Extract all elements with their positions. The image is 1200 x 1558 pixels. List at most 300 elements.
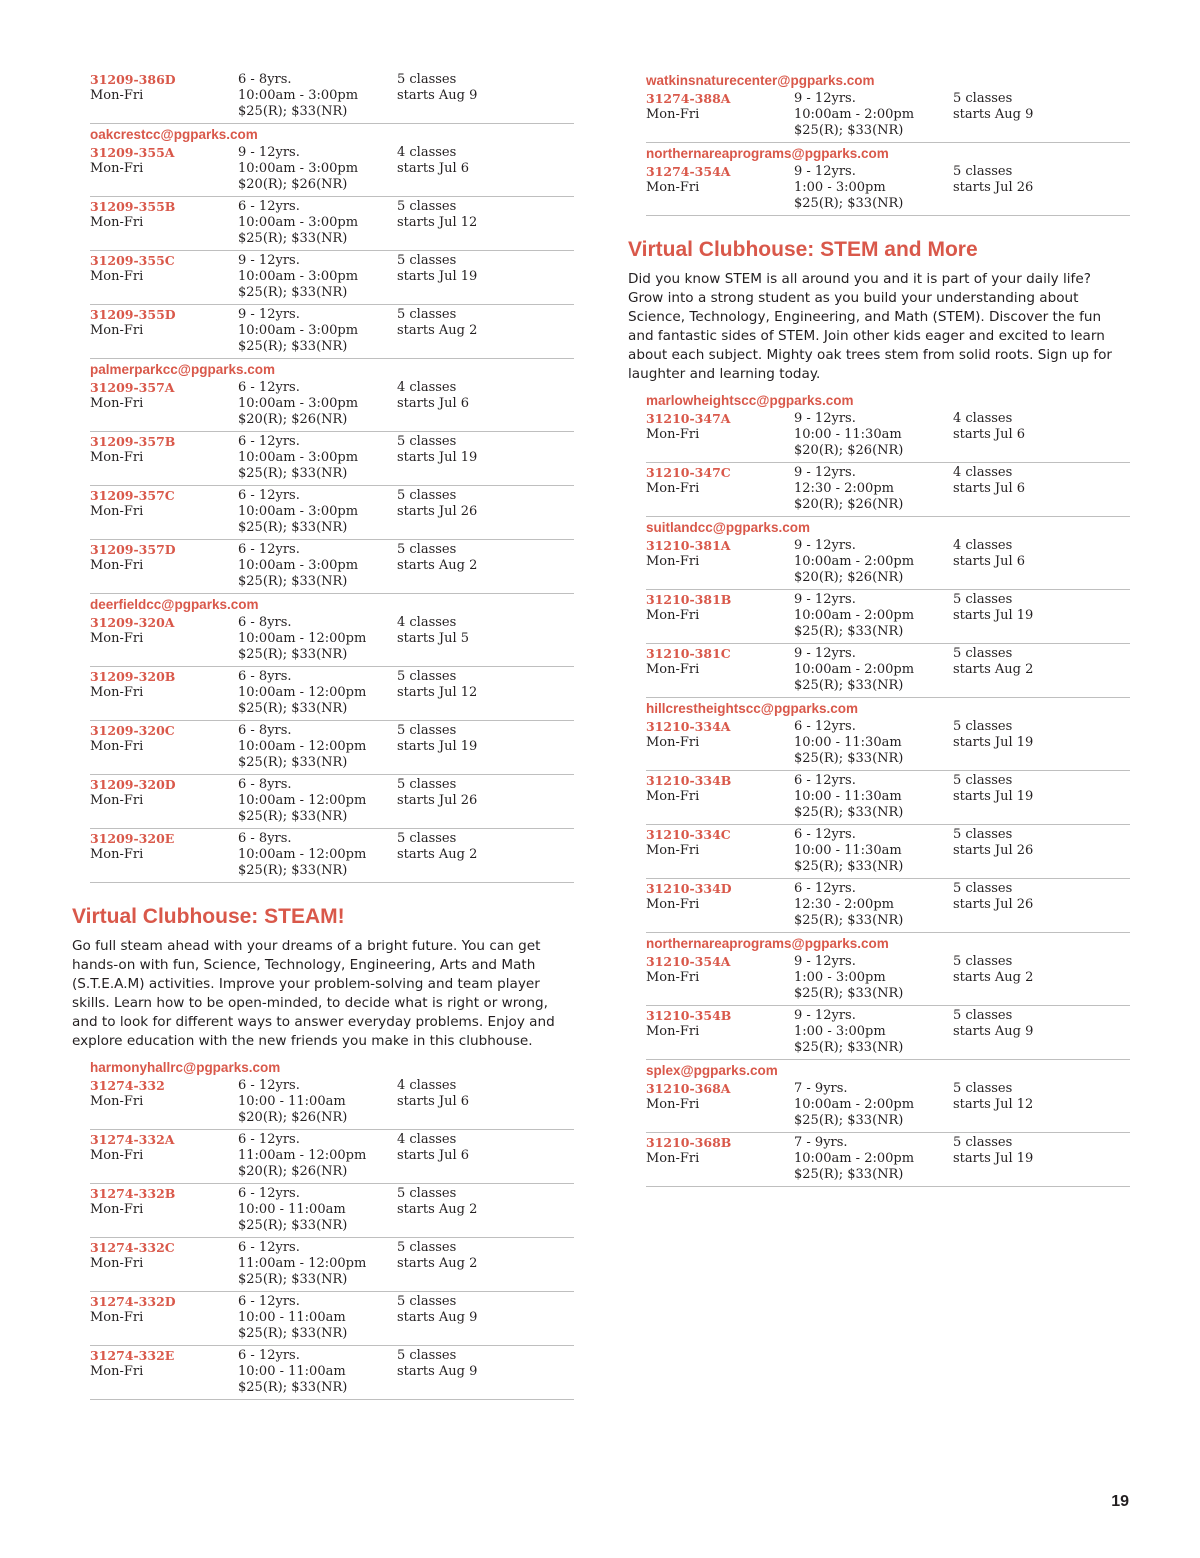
days: Mon-Fri [90,504,144,519]
code-cell [646,881,794,929]
fee: $25(R); $33(NR) [238,1218,348,1233]
days: Mon-Fri [90,88,144,103]
days: Mon-Fri [90,1202,144,1217]
ages: 9 - 12yrs. [238,253,300,268]
days: Mon-Fri [90,558,144,573]
schedule-cell [953,954,1130,1002]
time: 1:00 - 3:00pm [794,180,886,195]
fee: $25(R); $33(NR) [794,624,904,639]
table-row [646,536,1130,590]
fee: $25(R); $33(NR) [238,520,348,535]
course-code: 31210-347C [646,465,731,480]
class-count: 5 classes [397,1294,457,1309]
code-cell [90,307,238,355]
time: 1:00 - 3:00pm [794,1024,886,1039]
location-email: deerfieldcc@pgparks.com [90,597,259,612]
details-cell [238,669,397,717]
ages: 6 - 12yrs. [794,719,856,734]
start-date: starts Aug 9 [953,107,1034,122]
days: Mon-Fri [646,1151,700,1166]
fee: $25(R); $33(NR) [794,859,904,874]
days: Mon-Fri [646,662,700,677]
start-date: starts Jul 19 [397,269,478,284]
ages: 9 - 12yrs. [794,646,856,661]
ages: 9 - 12yrs. [238,307,300,322]
code-cell [90,1240,238,1288]
table-row [90,613,574,667]
table-row [90,305,574,359]
class-count: 5 classes [953,1081,1013,1096]
fee: $20(R); $26(NR) [794,443,904,458]
class-count: 4 classes [953,538,1013,553]
ages: 9 - 12yrs. [794,465,856,480]
ages: 7 - 9yrs. [794,1081,848,1096]
table-row [90,143,574,197]
schedule-cell [397,542,574,590]
location-email: palmerparkcc@pgparks.com [90,362,275,377]
details-cell [238,723,397,771]
class-count: 5 classes [953,164,1013,179]
code-cell [90,145,238,193]
time: 10:00 - 11:00am [238,1364,346,1379]
class-count: 5 classes [397,72,457,87]
class-count: 5 classes [397,307,457,322]
details-cell [794,1081,953,1129]
code-cell [646,773,794,821]
course-code: 31209-357C [90,488,175,503]
class-count: 5 classes [953,1008,1013,1023]
start-date: starts Aug 2 [397,323,478,338]
table-row [646,1006,1130,1060]
details-cell [238,1348,397,1396]
class-count: 5 classes [397,1186,457,1201]
schedule-cell [397,1078,574,1126]
code-cell [90,669,238,717]
time: 10:00am - 2:00pm [794,1151,915,1166]
time: 10:00am - 3:00pm [238,504,359,519]
course-code: 31210-334D [646,881,732,896]
details-cell [794,411,953,459]
location-email: hillcrestheightscc@pgparks.com [646,701,858,716]
fee: $20(R); $26(NR) [794,570,904,585]
code-cell [90,542,238,590]
details-cell [238,542,397,590]
section-description: Did you know STEM is all around you and it is part of your daily life? Grow into a strong student as you build your understanding about Science, Technology, Engineering, and Math (STEM). Discover the fun and fantastic sides of STEM. Join other kids eager and excited to learn about each subject. Mighty oak trees stem from solid roots. Sign up for laughter and learning today. [628,271,1112,382]
schedule-cell [397,669,574,717]
course-code: 31210-334B [646,773,732,788]
fee: $25(R); $33(NR) [794,678,904,693]
start-date: starts Jul 6 [397,396,470,411]
days: Mon-Fri [90,685,144,700]
class-count: 5 classes [953,773,1013,788]
start-date: starts Aug 9 [953,1024,1034,1039]
table-row [646,825,1130,879]
table-row [90,667,574,721]
class-count: 5 classes [397,1240,457,1255]
days: Mon-Fri [646,608,700,623]
table-row [646,1133,1130,1187]
fee: $25(R); $33(NR) [794,1113,904,1128]
class-count: 5 classes [397,831,457,846]
time: 10:00am - 3:00pm [238,215,359,230]
schedule-cell [953,164,1130,212]
schedule-cell [397,723,574,771]
class-count: 5 classes [397,542,457,557]
start-date: starts Aug 2 [953,662,1034,677]
details-cell [794,91,953,139]
right-column [628,70,1130,1187]
course-code: 31274-354A [646,164,731,179]
schedule-cell [953,881,1130,929]
course-code: 31274-332B [90,1186,176,1201]
days: Mon-Fri [646,843,700,858]
schedule-cell [397,1240,574,1288]
schedule-cell [953,538,1130,586]
time: 10:00am - 2:00pm [794,662,915,677]
ages: 6 - 12yrs. [238,1348,300,1363]
code-cell [646,465,794,513]
start-date: starts Aug 2 [397,1202,478,1217]
days: Mon-Fri [646,735,700,750]
days: Mon-Fri [646,1024,700,1039]
location-email: oakcrestcc@pgparks.com [90,127,258,142]
start-date: starts Jul 26 [397,793,478,808]
schedule-cell [953,465,1130,513]
fee: $25(R); $33(NR) [238,574,348,589]
fee: $25(R); $33(NR) [794,1167,904,1182]
time: 11:00am - 12:00pm [238,1256,367,1271]
schedule-cell [397,1132,574,1180]
schedule-cell [397,199,574,247]
location-email: harmonyhallrc@pgparks.com [90,1060,281,1075]
time: 10:00 - 11:30am [794,789,902,804]
schedule-cell [397,434,574,482]
code-cell [646,1008,794,1056]
ages: 6 - 12yrs. [238,1078,300,1093]
start-date: starts Jul 19 [953,735,1034,750]
fee: $25(R); $33(NR) [794,1040,904,1055]
start-date: starts Jul 19 [953,789,1034,804]
days: Mon-Fri [646,481,700,496]
code-cell [90,1078,238,1126]
table-row [90,1238,574,1292]
days: Mon-Fri [90,847,144,862]
ages: 9 - 12yrs. [794,164,856,179]
schedule-cell [397,831,574,879]
start-date: starts Jul 26 [953,843,1034,858]
code-cell [646,827,794,875]
start-date: starts Jul 26 [397,504,478,519]
details-cell [794,538,953,586]
days: Mon-Fri [90,1364,144,1379]
details-cell [238,1078,397,1126]
class-count: 5 classes [397,723,457,738]
code-cell [646,646,794,694]
fee: $25(R); $33(NR) [238,755,348,770]
class-count: 5 classes [397,488,457,503]
ages: 6 - 12yrs. [238,1294,300,1309]
code-cell [90,777,238,825]
details-cell [794,646,953,694]
schedule-cell [397,488,574,536]
schedule-cell [397,72,574,120]
schedule-cell [953,646,1130,694]
code-cell [646,164,794,212]
time: 10:00am - 3:00pm [238,161,359,176]
course-code: 31274-388A [646,91,731,106]
table-row [646,590,1130,644]
details-cell [238,615,397,663]
schedule-cell [397,777,574,825]
ages: 9 - 12yrs. [794,91,856,106]
start-date: starts Aug 2 [397,1256,478,1271]
start-date: starts Jul 6 [953,427,1026,442]
table-row [90,721,574,775]
details-cell [794,1135,953,1183]
schedule-cell [953,1081,1130,1129]
time: 1:00 - 3:00pm [794,970,886,985]
code-cell [90,723,238,771]
class-count: 4 classes [397,380,457,395]
schedule-cell [953,773,1130,821]
course-code: 31210-354A [646,954,731,969]
schedule-cell [953,91,1130,139]
course-code: 31210-334A [646,719,731,734]
details-cell [794,954,953,1002]
code-cell [90,615,238,663]
course-code: 31209-386D [90,72,176,87]
time: 10:00 - 11:00am [238,1310,346,1325]
class-count: 5 classes [397,777,457,792]
section-description: Go full steam ahead with your dreams of a bright future. You can get hands-on with fun, Science, Technology, Engineering, Arts and Math (S.T.E.A.M) activities. Improve your problem-solving and team player skills. Learn how to be open-minded, to decide what is right or wrong, and to look for different ways to answer everyday problems. Enjoy and explore education with the new friends you make in this clubhouse. [72,938,555,1049]
course-code: 31209-355D [90,307,176,322]
start-date: starts Jul 19 [953,608,1034,623]
ages: 6 - 12yrs. [238,199,300,214]
details-cell [238,72,397,120]
days: Mon-Fri [646,554,700,569]
start-date: starts Jul 12 [397,685,478,700]
details-cell [238,831,397,879]
course-code: 31209-355B [90,199,176,214]
location-email: suitlandcc@pgparks.com [646,520,810,535]
course-code: 31209-320A [90,615,175,630]
table-row [90,1184,574,1238]
class-count: 5 classes [953,91,1013,106]
table-row [90,540,574,594]
days: Mon-Fri [90,1094,144,1109]
table-row [90,1076,574,1130]
ages: 6 - 12yrs. [238,434,300,449]
start-date: starts Jul 19 [397,739,478,754]
location-email: watkinsnaturecenter@pgparks.com [646,73,875,88]
code-cell [90,831,238,879]
start-date: starts Jul 6 [953,554,1026,569]
ages: 6 - 8yrs. [238,615,292,630]
course-code: 31209-357A [90,380,175,395]
schedule-cell [397,1186,574,1234]
start-date: starts Aug 9 [397,1310,478,1325]
ages: 6 - 8yrs. [238,831,292,846]
page-number: 19 [1111,1493,1129,1510]
fee: $25(R); $33(NR) [794,805,904,820]
fee: $25(R); $33(NR) [238,339,348,354]
start-date: starts Jul 6 [397,1148,470,1163]
course-code: 31209-355A [90,145,175,160]
time: 10:00am - 2:00pm [794,608,915,623]
time: 10:00 - 11:30am [794,843,902,858]
table-row [90,486,574,540]
start-date: starts Jul 19 [397,450,478,465]
class-count: 5 classes [953,881,1013,896]
table-row [646,879,1130,933]
days: Mon-Fri [90,323,144,338]
table-row [90,378,574,432]
fee: $25(R); $33(NR) [238,231,348,246]
start-date: starts Aug 9 [397,88,478,103]
ages: 6 - 8yrs. [238,777,292,792]
schedule-cell [953,1008,1130,1056]
time: 10:00am - 2:00pm [794,107,915,122]
class-count: 4 classes [397,145,457,160]
details-cell [238,145,397,193]
fee: $25(R); $33(NR) [794,196,904,211]
course-code: 31210-381C [646,646,731,661]
fee: $25(R); $33(NR) [238,701,348,716]
ages: 9 - 12yrs. [238,145,300,160]
details-cell [238,307,397,355]
days: Mon-Fri [90,1148,144,1163]
schedule-cell [397,145,574,193]
code-cell [646,954,794,1002]
days: Mon-Fri [646,180,700,195]
details-cell [238,1186,397,1234]
fee: $20(R); $26(NR) [794,497,904,512]
time: 10:00 - 11:30am [794,735,902,750]
code-cell [90,434,238,482]
location-email: northernareaprograms@pgparks.com [646,936,889,951]
details-cell [794,827,953,875]
time: 10:00am - 12:00pm [238,739,367,754]
start-date: starts Aug 2 [397,558,478,573]
days: Mon-Fri [90,161,144,176]
location-email: marlowheightscc@pgparks.com [646,393,854,408]
class-count: 5 classes [953,719,1013,734]
ages: 6 - 12yrs. [238,380,300,395]
fee: $25(R); $33(NR) [238,1272,348,1287]
class-count: 5 classes [397,253,457,268]
table-row [646,644,1130,698]
code-cell [90,1186,238,1234]
ages: 6 - 12yrs. [238,1186,300,1201]
table-row [90,70,574,124]
course-code: 31210-381B [646,592,732,607]
course-code: 31209-355C [90,253,175,268]
section-title: Virtual Clubhouse: STEAM! [72,905,345,928]
time: 11:00am - 12:00pm [238,1148,367,1163]
days: Mon-Fri [646,107,700,122]
days: Mon-Fri [646,789,700,804]
class-count: 5 classes [953,954,1013,969]
start-date: starts Jul 26 [953,180,1034,195]
course-code: 31209-320B [90,669,176,684]
class-count: 4 classes [397,1132,457,1147]
days: Mon-Fri [646,1097,700,1112]
details-cell [238,488,397,536]
fee: $25(R); $33(NR) [238,285,348,300]
time: 12:30 - 2:00pm [794,897,894,912]
ages: 6 - 12yrs. [238,488,300,503]
location-email: northernareaprograms@pgparks.com [646,146,889,161]
time: 10:00 - 11:30am [794,427,902,442]
course-code: 31210-347A [646,411,731,426]
days: Mon-Fri [646,427,700,442]
time: 10:00 - 11:00am [238,1202,346,1217]
schedule-cell [397,253,574,301]
details-cell [794,773,953,821]
details-cell [794,881,953,929]
start-date: starts Jul 6 [397,1094,470,1109]
course-code: 31209-320D [90,777,176,792]
details-cell [238,253,397,301]
class-count: 5 classes [397,434,457,449]
fee: $25(R); $33(NR) [238,104,348,119]
days: Mon-Fri [90,215,144,230]
schedule-cell [953,1135,1130,1183]
ages: 6 - 12yrs. [794,827,856,842]
table-row [646,952,1130,1006]
code-cell [90,1348,238,1396]
days: Mon-Fri [646,897,700,912]
ages: 6 - 12yrs. [794,773,856,788]
days: Mon-Fri [90,450,144,465]
days: Mon-Fri [90,739,144,754]
time: 10:00am - 3:00pm [238,323,359,338]
details-cell [238,199,397,247]
fee: $25(R); $33(NR) [238,863,348,878]
course-code: 31209-320E [90,831,175,846]
table-row [646,89,1130,143]
time: 10:00am - 3:00pm [238,558,359,573]
time: 10:00am - 3:00pm [238,450,359,465]
time: 10:00am - 12:00pm [238,793,367,808]
code-cell [646,1135,794,1183]
schedule-cell [397,615,574,663]
fee: $25(R); $33(NR) [794,913,904,928]
start-date: starts Aug 9 [397,1364,478,1379]
details-cell [794,719,953,767]
fee: $25(R); $33(NR) [238,647,348,662]
time: 10:00am - 3:00pm [238,269,359,284]
schedule-cell [397,1348,574,1396]
ages: 6 - 12yrs. [794,881,856,896]
days: Mon-Fri [90,1256,144,1271]
schedule-cell [397,307,574,355]
table-row [90,775,574,829]
time: 10:00am - 3:00pm [238,396,359,411]
section-title: Virtual Clubhouse: STEM and More [628,238,978,261]
details-cell [794,164,953,212]
details-cell [238,434,397,482]
fee: $20(R); $26(NR) [238,1164,348,1179]
table-row [646,717,1130,771]
ages: 9 - 12yrs. [794,1008,856,1023]
fee: $25(R); $33(NR) [794,986,904,1001]
class-count: 4 classes [397,615,457,630]
course-code: 31274-332C [90,1240,175,1255]
details-cell [238,777,397,825]
time: 10:00 - 11:00am [238,1094,346,1109]
fee: $20(R); $26(NR) [238,412,348,427]
